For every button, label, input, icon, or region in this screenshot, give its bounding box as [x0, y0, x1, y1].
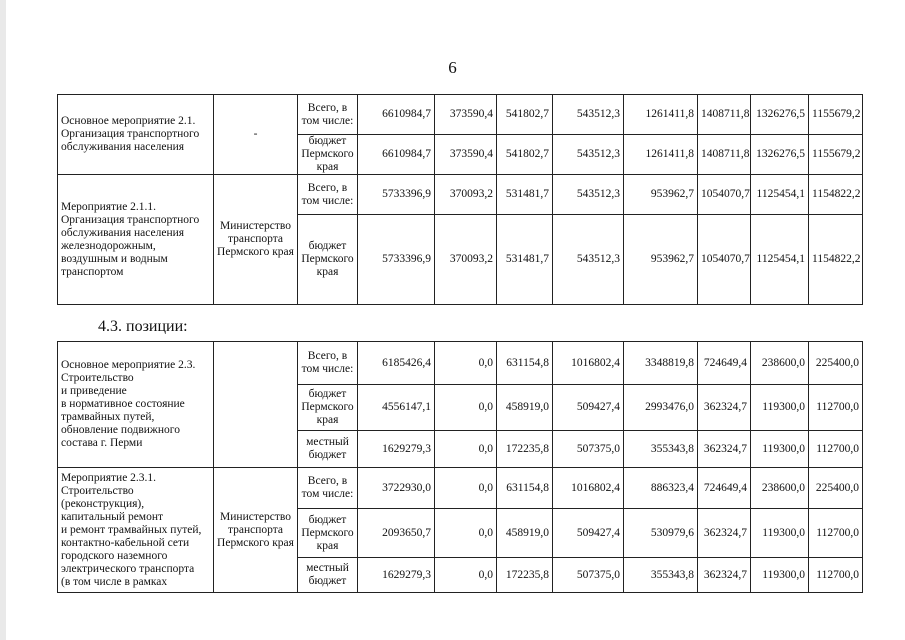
- activity-name-cell: [58, 468, 214, 593]
- funding-source-cell: Всего, в том числе:: [298, 175, 358, 215]
- activity-name-line: Основное мероприятие 2.3.: [61, 359, 196, 371]
- executor-cell: -: [214, 95, 298, 175]
- amount-cell: 5733396,9: [358, 175, 435, 215]
- activity-name-line: городского наземного: [61, 549, 168, 562]
- activity-name-line: транспортом: [61, 265, 124, 278]
- activity-name-line: состава г. Перми: [61, 437, 143, 449]
- funding-source-cell: Всего, в том числе:: [298, 95, 358, 135]
- amount-cell: 2993476,0: [624, 385, 698, 431]
- amount-cell: 238600,0: [751, 342, 809, 385]
- amount-cell: 362324,7: [698, 385, 751, 431]
- amount-cell: 362324,7: [698, 558, 751, 593]
- activity-name-line: электрического транспорта: [61, 562, 195, 575]
- table1-body: [58, 95, 863, 305]
- amount-cell: 1016802,4: [553, 468, 624, 509]
- table-row: [58, 175, 863, 215]
- activity-name-line: (в том числе в рамках: [61, 575, 168, 588]
- amount-cell: 1054070,7: [698, 215, 751, 305]
- funding-source-cell: бюджет Пермского края: [298, 509, 358, 558]
- amount-cell: 1154822,2: [809, 175, 863, 215]
- amount-cell: 1326276,5: [751, 135, 809, 175]
- amount-cell: 112700,0: [809, 558, 863, 593]
- amount-cell: 458919,0: [497, 509, 553, 558]
- activity-name-line: обновление подвижного: [61, 424, 180, 436]
- amount-cell: 1629279,3: [358, 558, 435, 593]
- amount-cell: 458919,0: [497, 385, 553, 431]
- activity-name-line: Строительство: [61, 372, 134, 384]
- page-number: 6: [448, 58, 457, 77]
- executor-cell: Министерство транспорта Пермского края: [214, 468, 298, 593]
- amount-cell: 4556147,1: [358, 385, 435, 431]
- amount-cell: 543512,3: [553, 175, 624, 215]
- amount-cell: 0,0: [435, 558, 497, 593]
- funding-source-cell: бюджет Пермского края: [298, 385, 358, 431]
- activity-name-line: Строительство: [61, 484, 134, 497]
- amount-cell: 631154,8: [497, 468, 553, 509]
- amount-cell: 370093,2: [435, 215, 497, 305]
- amount-cell: 531481,7: [497, 175, 553, 215]
- amount-cell: 355343,8: [624, 431, 698, 468]
- amount-cell: 172235,8: [497, 431, 553, 468]
- amount-cell: 541802,7: [497, 95, 553, 135]
- amount-cell: 119300,0: [751, 431, 809, 468]
- table2-body: [58, 342, 863, 593]
- activity-name-cell: [58, 342, 214, 468]
- funding-source-cell: бюджет Пермского края: [298, 215, 358, 305]
- amount-cell: 2093650,7: [358, 509, 435, 558]
- amount-cell: 509427,4: [553, 509, 624, 558]
- amount-cell: 1629279,3: [358, 431, 435, 468]
- amount-cell: 172235,8: [497, 558, 553, 593]
- amount-cell: 543512,3: [553, 95, 624, 135]
- amount-cell: 953962,7: [624, 175, 698, 215]
- table-row: [58, 468, 863, 509]
- amount-cell: 1261411,8: [624, 95, 698, 135]
- amount-cell: 724649,4: [698, 468, 751, 509]
- activity-name-cell: [58, 95, 214, 175]
- funding-source-cell: местный бюджет: [298, 558, 358, 593]
- amount-cell: 1154822,2: [809, 215, 863, 305]
- table-row: [58, 95, 863, 135]
- amount-cell: 1408711,8: [698, 95, 751, 135]
- budget-table-1: [57, 94, 863, 305]
- scan-margin: [0, 0, 6, 640]
- amount-cell: 724649,4: [698, 342, 751, 385]
- amount-cell: 1155679,2: [809, 95, 863, 135]
- amount-cell: 541802,7: [497, 135, 553, 175]
- amount-cell: 886323,4: [624, 468, 698, 509]
- amount-cell: 362324,7: [698, 509, 751, 558]
- amount-cell: 119300,0: [751, 385, 809, 431]
- amount-cell: 362324,7: [698, 431, 751, 468]
- activity-name-line: трамвайных путей,: [61, 411, 155, 423]
- amount-cell: 355343,8: [624, 558, 698, 593]
- amount-cell: 112700,0: [809, 509, 863, 558]
- activity-name-line: Организация транспортного: [61, 213, 200, 226]
- activity-name-line: Мероприятие 2.1.1.: [61, 200, 157, 213]
- activity-name-line: воздушным и водным: [61, 252, 168, 265]
- amount-cell: 0,0: [435, 342, 497, 385]
- amount-cell: 1261411,8: [624, 135, 698, 175]
- amount-cell: 1125454,1: [751, 215, 809, 305]
- amount-cell: 507375,0: [553, 558, 624, 593]
- amount-cell: 0,0: [435, 509, 497, 558]
- amount-cell: 1326276,5: [751, 95, 809, 135]
- activity-name-cell: [58, 175, 214, 305]
- amount-cell: 373590,4: [435, 95, 497, 135]
- amount-cell: 0,0: [435, 468, 497, 509]
- executor-cell: Министерство транспорта Пермского края: [214, 175, 298, 305]
- amount-cell: 1054070,7: [698, 175, 751, 215]
- table-row: [58, 342, 863, 385]
- amount-cell: 112700,0: [809, 431, 863, 468]
- activity-name-line: и приведение: [61, 385, 127, 397]
- amount-cell: 0,0: [435, 385, 497, 431]
- activity-name-line: Мероприятие 2.3.1.: [61, 471, 157, 484]
- funding-source-cell: Всего, в том числе:: [298, 468, 358, 509]
- activity-name-line: Основное мероприятие 2.1.: [61, 115, 196, 127]
- amount-cell: 1155679,2: [809, 135, 863, 175]
- activity-name-line: капитальный ремонт: [61, 510, 164, 523]
- amount-cell: 1408711,8: [698, 135, 751, 175]
- amount-cell: 373590,4: [435, 135, 497, 175]
- amount-cell: 531481,7: [497, 215, 553, 305]
- amount-cell: 509427,4: [553, 385, 624, 431]
- amount-cell: 119300,0: [751, 558, 809, 593]
- amount-cell: 0,0: [435, 431, 497, 468]
- amount-cell: 631154,8: [497, 342, 553, 385]
- section-heading: 4.3. позиции:: [98, 318, 188, 335]
- amount-cell: 1125454,1: [751, 175, 809, 215]
- activity-name-line: Организация транспортного: [61, 128, 200, 140]
- amount-cell: 6610984,7: [358, 135, 435, 175]
- amount-cell: 5733396,9: [358, 215, 435, 305]
- budget-table-2: [57, 341, 863, 593]
- activity-name-line: обслуживания населения: [61, 141, 185, 153]
- executor-cell: [214, 342, 298, 468]
- amount-cell: 6610984,7: [358, 95, 435, 135]
- amount-cell: 370093,2: [435, 175, 497, 215]
- amount-cell: 3722930,0: [358, 468, 435, 509]
- amount-cell: 119300,0: [751, 509, 809, 558]
- activity-name-line: и ремонт трамвайных путей,: [61, 523, 202, 536]
- amount-cell: 543512,3: [553, 135, 624, 175]
- funding-source-cell: бюджет Пермского края: [298, 135, 358, 175]
- amount-cell: 507375,0: [553, 431, 624, 468]
- amount-cell: 543512,3: [553, 215, 624, 305]
- activity-name-line: обслуживания населения: [61, 226, 185, 239]
- amount-cell: 3348819,8: [624, 342, 698, 385]
- amount-cell: 953962,7: [624, 215, 698, 305]
- amount-cell: 530979,6: [624, 509, 698, 558]
- funding-source-cell: местный бюджет: [298, 431, 358, 468]
- amount-cell: 238600,0: [751, 468, 809, 509]
- activity-name-line: контактно-кабельной сети: [61, 536, 190, 549]
- amount-cell: 1016802,4: [553, 342, 624, 385]
- amount-cell: 112700,0: [809, 385, 863, 431]
- amount-cell: 225400,0: [809, 468, 863, 509]
- amount-cell: 225400,0: [809, 342, 863, 385]
- activity-name-line: (реконструкция),: [61, 497, 145, 510]
- activity-name-line: железнодорожным,: [61, 239, 156, 252]
- amount-cell: 6185426,4: [358, 342, 435, 385]
- activity-name-line: в нормативное состояние: [61, 398, 185, 410]
- funding-source-cell: Всего, в том числе:: [298, 342, 358, 385]
